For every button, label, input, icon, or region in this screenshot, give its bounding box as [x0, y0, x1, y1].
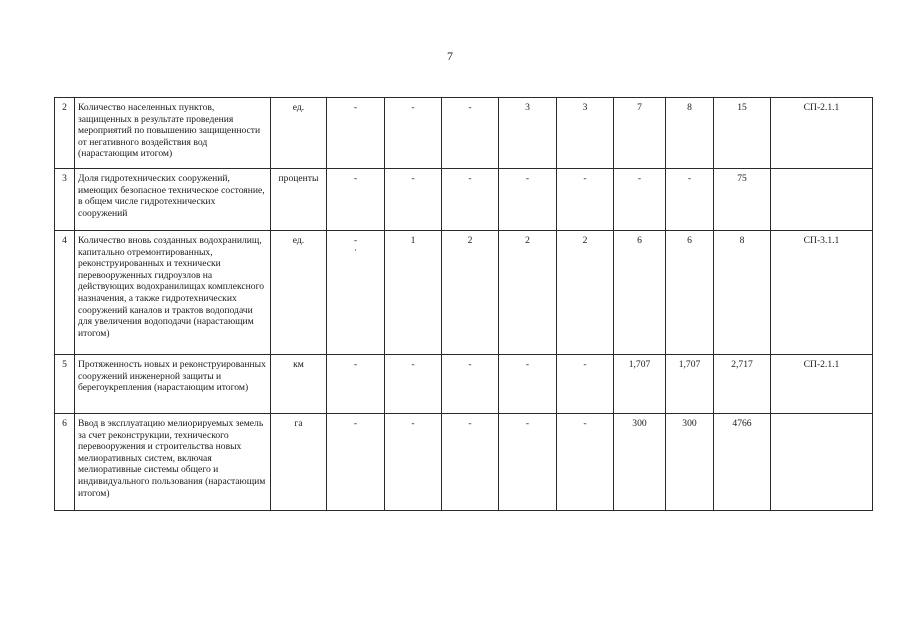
document-ref-cell: СП-2.1.1 [771, 98, 873, 169]
value-cell: 2,717 [714, 355, 771, 414]
value-cell: 2 [499, 231, 557, 355]
page-number: 7 [447, 49, 453, 63]
unit-cell: га [271, 414, 327, 511]
value-cell: 4766 [714, 414, 771, 511]
value-cell: 2 [557, 231, 614, 355]
value-text: - [353, 235, 358, 246]
value-cell: - [442, 355, 499, 414]
value-cell: - [614, 169, 666, 231]
value-cell: - [385, 355, 442, 414]
indicators-table [54, 97, 873, 511]
stray-mark: · [354, 244, 357, 255]
indicator-name: Количество вновь созданных водохранилищ, капитально отремонтированных, реконструированных и технически перевооруженных гидроузлов на действующих водохранилищах комплексного назначения, а также гидротехнических сооружений каналов и трактов водоподачи для увеличения водоподачи (нарастающим итогом) [75, 231, 271, 355]
document-ref-cell: СП-2.1.1 [771, 355, 873, 414]
indicator-name: Количество населенных пунктов, защищенных в результате проведения мероприятий по повышению защищенности от негативного воздействия вод (нарастающим итогом) [75, 98, 271, 169]
row-number: 5 [55, 355, 75, 414]
value-cell: 6 [614, 231, 666, 355]
value-cell: 15 [714, 98, 771, 169]
indicator-name: Протяженность новых и реконструированных сооружений инженерной защиты и берегоукрепления (нарастающим итогом) [75, 355, 271, 414]
value-cell: 1 [385, 231, 442, 355]
indicator-name: Ввод в эксплуатацию мелиорируемых земель за счет реконструкции, технического перевооружения и строительства новых мелиоративных систем, включая мелиоративные системы общего и индивидуального пользования (нарастающим итогом) [75, 414, 271, 511]
value-cell: 3 [557, 98, 614, 169]
unit-cell: проценты [271, 169, 327, 231]
document-ref-cell [771, 414, 873, 511]
unit-cell: ед. [271, 98, 327, 169]
table-row [55, 231, 873, 355]
value-cell: 300 [614, 414, 666, 511]
value-cell: 3 [499, 98, 557, 169]
row-number: 2 [55, 98, 75, 169]
value-cell: - [385, 414, 442, 511]
value-cell: - [499, 414, 557, 511]
value-cell: - [385, 169, 442, 231]
row-number: 3 [55, 169, 75, 231]
value-cell: - [557, 414, 614, 511]
value-cell: - [442, 169, 499, 231]
value-cell: 2 [442, 231, 499, 355]
value-cell: - [557, 355, 614, 414]
table-row [55, 98, 873, 169]
value-cell: - [499, 355, 557, 414]
value-cell: 8 [714, 231, 771, 355]
value-cell: 6 [666, 231, 714, 355]
row-number: 4 [55, 231, 75, 355]
value-cell: - [557, 169, 614, 231]
document-ref-cell: СП-3.1.1 [771, 231, 873, 355]
value-cell: - [327, 98, 385, 169]
table-row [55, 414, 873, 511]
value-cell: - [442, 98, 499, 169]
value-cell: - [666, 169, 714, 231]
value-cell [327, 231, 385, 355]
value-cell: - [385, 98, 442, 169]
unit-cell: км [271, 355, 327, 414]
row-number: 6 [55, 414, 75, 511]
value-cell: 1,707 [666, 355, 714, 414]
value-cell: - [327, 355, 385, 414]
value-cell: 7 [614, 98, 666, 169]
table-row [55, 169, 873, 231]
value-cell: - [327, 414, 385, 511]
value-cell: 1,707 [614, 355, 666, 414]
document-ref-cell [771, 169, 873, 231]
value-cell: - [327, 169, 385, 231]
table-row [55, 355, 873, 414]
value-cell: - [499, 169, 557, 231]
value-cell: - [442, 414, 499, 511]
value-cell: 300 [666, 414, 714, 511]
value-cell: 75 [714, 169, 771, 231]
value-cell: 8 [666, 98, 714, 169]
unit-cell: ед. [271, 231, 327, 355]
indicator-name: Доля гидротехнических сооружений, имеющих безопасное техническое состояние, в общем числе гидротехнических сооружений [75, 169, 271, 231]
